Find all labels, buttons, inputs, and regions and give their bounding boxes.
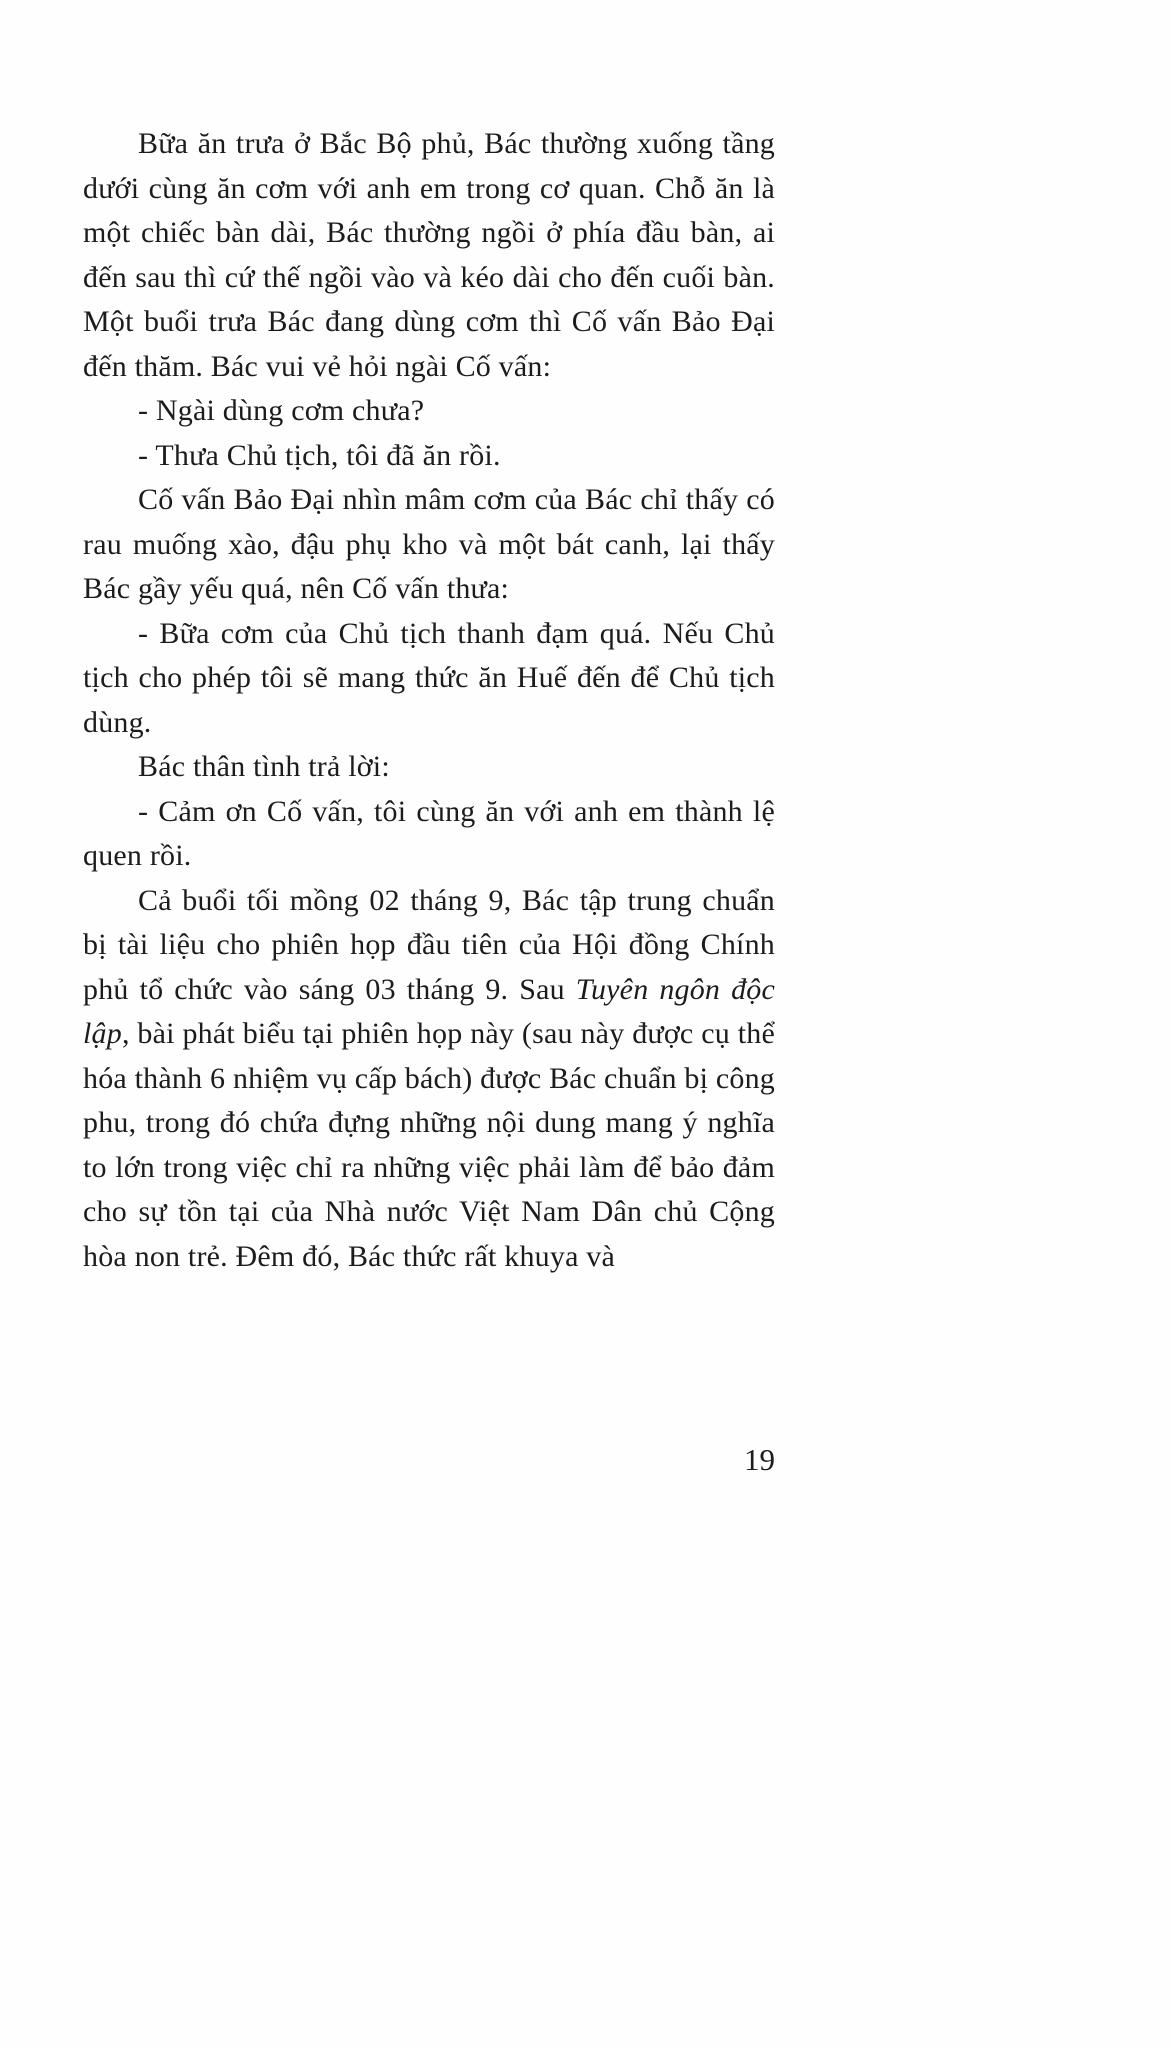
page-number: 19	[744, 1442, 775, 1477]
text-run: - Bữa cơm của Chủ tịch thanh đạm quá. Nếu Chủ tịch cho phép tôi sẽ mang thức ăn Huế đến để Chủ tịch dùng.	[83, 616, 775, 739]
text-run: - Thưa Chủ tịch, tôi đã ăn rồi.	[138, 438, 501, 472]
text-run: - Cảm ơn Cố vấn, tôi cùng ăn với anh em thành lệ quen rồi.	[83, 794, 775, 872]
text-run: Bữa ăn trưa ở Bắc Bộ phủ, Bác thường xuống tầng dưới cùng ăn cơm với anh em trong cơ quan. Chỗ ăn là một chiếc bàn dài, Bác thường ngồi ở phía đầu bàn, ai đến sau thì cứ thế ngồi vào và kéo dài cho đến cuối bàn. Một buổi trưa Bác đang dùng cơm thì Cố vấn Bảo Đại đến thăm. Bác vui vẻ hỏi ngài Cố vấn:	[83, 127, 775, 383]
paragraph	[83, 122, 775, 389]
text-run: - Ngài dùng cơm chưa?	[138, 394, 425, 427]
paragraph	[83, 434, 775, 479]
paragraph	[83, 478, 775, 612]
text-run: , bài phát biểu tại phiên họp này (sau này được cụ thể hóa thành 6 nhiệm vụ cấp bách) được Bác chuẩn bị công phu, trong đó chứa đựng những nội dung mang ý nghĩa to lớn trong việc chỉ ra những việc phải làm để bảo đảm cho sự tồn tại của Nhà nước Việt Nam Dân chủ Cộng hòa non trẻ. Đêm đó, Bác thức rất khuya và	[83, 1017, 775, 1273]
paragraph	[83, 745, 775, 790]
paragraph	[83, 790, 775, 879]
text-run: Cả buổi tối mồng 02 tháng 9, Bác tập trung chuẩn bị tài liệu cho phiên họp đầu tiên của Hội đồng Chính phủ tổ chức vào sáng 03 tháng 9. Sau	[83, 883, 775, 1006]
paragraph	[83, 879, 775, 1280]
text-run: Bác thân tình trả lời:	[138, 750, 390, 783]
text-run: Cố vấn Bảo Đại nhìn mâm cơm của Bác chỉ thấy có rau muống xào, đậu phụ kho và một bát canh, lại thấy Bác gầy yếu quá, nên Cố vấn thưa:	[83, 483, 775, 605]
paragraph	[83, 389, 775, 434]
body-text	[83, 122, 775, 1279]
italic-text-run: Tuyên ngôn độc lập	[83, 972, 775, 1050]
paragraph	[83, 612, 775, 746]
